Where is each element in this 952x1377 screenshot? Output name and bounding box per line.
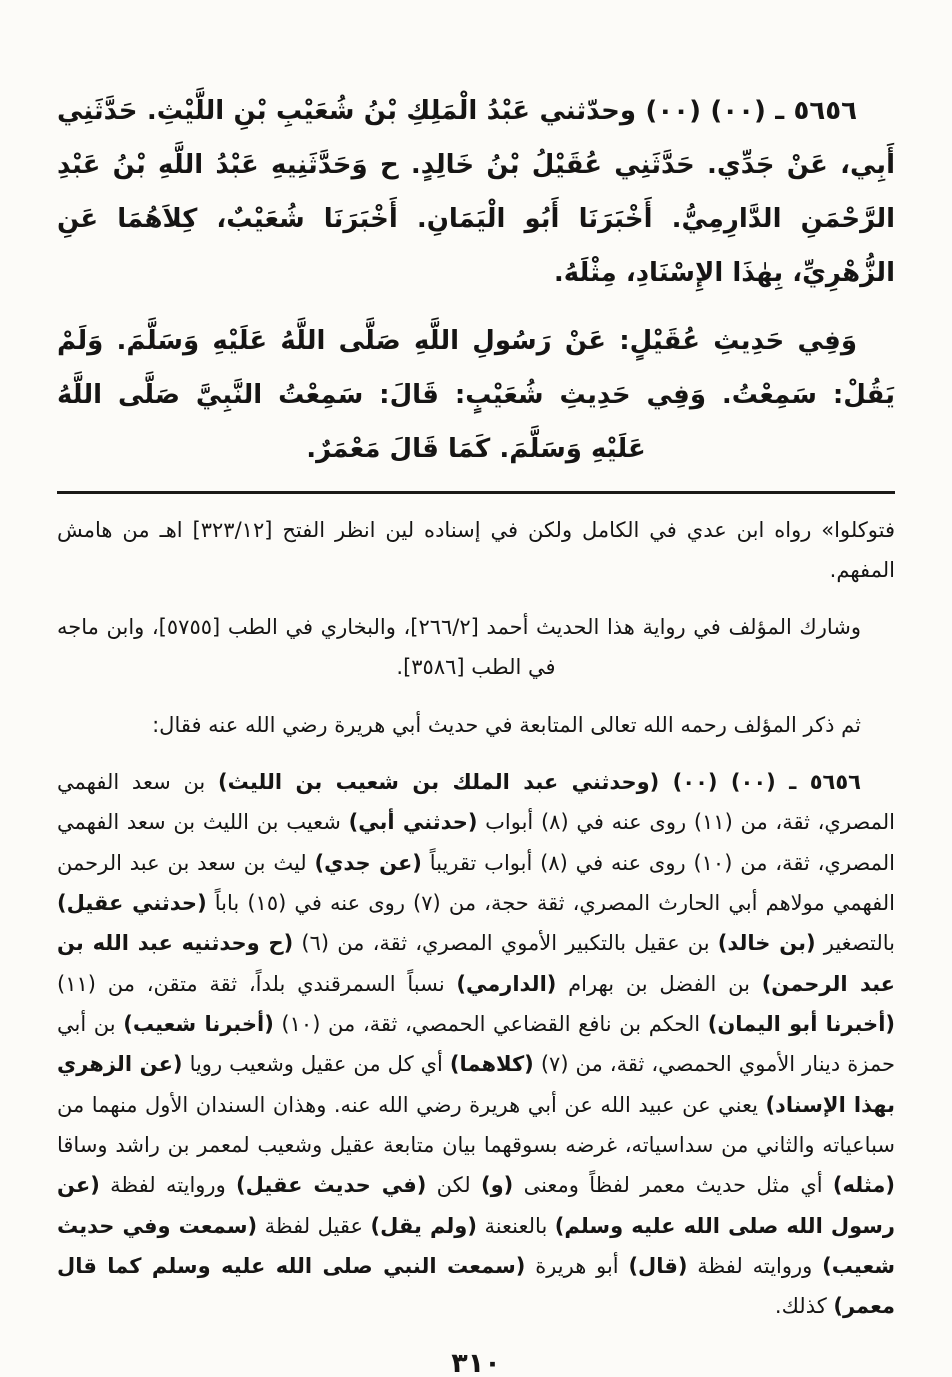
quoted-lemma-text: (الدارمي) (456, 971, 557, 996)
quoted-lemma-text: (و) (481, 1173, 514, 1198)
body-text: أي كل من عقيل وشعيب رويا (182, 1052, 450, 1077)
body-text: أبو هريرة (525, 1253, 629, 1278)
body-text: بن عقيل بالتكبير الأموي المصري، ثقة، من (٦) (293, 931, 718, 956)
body-text: بن الفضل بن بهرام (556, 971, 762, 996)
quoted-lemma-text: (عن الزهري بهذا الإسناد) (57, 1052, 895, 1117)
body-text: عقيل لفظة (257, 1213, 371, 1238)
quoted-lemma-text: (في حديث عقيل) (236, 1173, 427, 1198)
quoted-lemma-text: (بن خالد) (717, 931, 816, 956)
body-text: يعني عن عبيد الله عن أبي هريرة رضي الله عنه. وهذان السندان الأول منهما من سباعياته والثاني من سداسياته، غرضه بسوقهما بيان متابعة عقيل وشعيب لمعمر بن راشد وساقا (57, 1092, 895, 1157)
quoted-lemma-text: (سمعت النبي صلى الله عليه وسلم كما قال معمر) (57, 1253, 895, 1319)
quoted-lemma-text: ٥٦٥٦ ـ (٠٠) (٠٠) (وحدثني عبد الملك بن شعيب بن الليث) (218, 770, 861, 795)
page-number: ٣١٠ (451, 1348, 501, 1377)
body-text: لكن (426, 1173, 481, 1198)
commentary-paragraph-sharh (57, 762, 895, 1326)
quoted-lemma-text: (كلاهما) (449, 1052, 534, 1077)
body-text: ليث بن سعد بن عبد الرحمن الفهمي مولاهم أبي الحارث المصري، ثقة حجة، من (٧) روى عنه في (١٥) باباً (57, 850, 895, 916)
body-text: فتوكلوا» رواه ابن عدي في الكامل ولكن في إسناده لين انظر الفتح [٣٢٣/١٢] اهـ من هامش المفهم. (57, 517, 895, 582)
commentary-paragraph-intro (57, 705, 895, 745)
quoted-lemma-text: (عن جدي) (314, 850, 422, 875)
body-text: كذلك. (774, 1294, 834, 1319)
quoted-lemma-text: (أخبرنا شعيب) (123, 1011, 274, 1036)
hadith-section (57, 84, 895, 477)
quoted-lemma-text: (أخبرنا أبو اليمان) (707, 1011, 895, 1036)
body-text: نسباً السمرقندي بلداً، ثقة متقن، من (١١) (57, 971, 457, 996)
quoted-lemma-text: (ولم يقل) (370, 1213, 477, 1238)
body-text: وروايته لفظة (687, 1253, 823, 1278)
body-text: بن سعد الفهمي المصري، ثقة، من (١١) روى عنه في (٨) أبواب (57, 770, 896, 835)
quoted-lemma-text: (حدثني أبي) (348, 810, 478, 835)
body-text: الحكم بن نافع القضاعي الحمصي، ثقة، من (١٠) (273, 1011, 708, 1036)
body-text: وشارك المؤلف في رواية هذا الحديث أحمد [٢٦٦/٢]، والبخاري في الطب [٥٧٥٥]، وابن ماجه في الطب [٣٥٨٦]. (57, 615, 861, 680)
body-text: أي مثل حديث معمر لفظاً ومعنى (513, 1173, 833, 1198)
body-text: بالعنعنة (476, 1213, 555, 1238)
body-text: وروايته لفظة (99, 1173, 237, 1198)
quoted-lemma-text: (سمعت وفي حديث شعيب) (57, 1213, 895, 1278)
body-text: بن أبي حمزة دينار الأموي الحمصي، ثقة، من (٧) (57, 1011, 895, 1077)
quoted-lemma-text: (ح وحدثنيه عبد الله بن عبد الرحمن) (57, 931, 895, 996)
commentary-paragraph-takhrij (57, 607, 895, 688)
commentary-paragraph-margin-note (57, 510, 895, 591)
hadith-paragraph-isnad (57, 84, 895, 300)
commentary-section (57, 510, 895, 1327)
body-text: وَفِي حَدِيثِ عُقَيْلٍ: عَنْ رَسُولِ اللَّهِ صَلَّى اللَّهُ عَلَيْهِ وَسَلَّمَ. وَلَمْ يَقُلْ: سَمِعْتُ. وَفِي حَدِيثِ شُعَيْبٍ: قَالَ: سَمِعْتُ النَّبِيَّ صَلَّى اللَّهُ عَلَيْهِ وَسَلَّمَ. كَمَا قَالَ مَعْمَرٌ. (57, 326, 895, 465)
hadith-paragraph-variants (57, 314, 895, 476)
quoted-lemma-text: (قال) (628, 1253, 688, 1278)
quoted-lemma-text: (عن رسول الله صلى الله عليه وسلم) (57, 1173, 896, 1238)
body-text: شعيب بن الليث بن سعد الفهمي المصري، ثقة، من (١٠) روى عنه في (٨) أبواب تقريباً (57, 810, 895, 875)
section-divider (57, 491, 895, 494)
body-text: ٥٦٥٦ ـ (٠٠) (٠٠) وحدّثني عَبْدُ الْمَلِكِ بْنُ شُعَيْبِ بْنِ اللَّيْثِ. حَدَّثَنِي أَبِي، عَنْ جَدِّي. حَدَّثَنِي عُقَيْلُ بْنُ خَالِدٍ. ح وَحَدَّثَنِيهِ عَبْدُ اللَّهِ بْنُ عَبْدِ الرَّحْمَنِ الدَّارِمِيُّ. أَخْبَرَنَا أَبُو الْيَمَانِ. أَخْبَرَنَا شُعَيْبٌ، كِلاَهُمَا عَنِ الزُّهْرِيِّ، بِهٰذَا الإِسْنَادِ، مِثْلَهُ. (57, 96, 895, 289)
body-text: بالتصغير (815, 931, 896, 956)
quoted-lemma-text: (مثله) (832, 1173, 895, 1198)
body-text: ثم ذكر المؤلف رحمه الله تعالى المتابعة في حديث أبي هريرة رضي الله عنه فقال: (152, 712, 861, 737)
quoted-lemma-text: (حدثني عقيل) (57, 891, 207, 916)
